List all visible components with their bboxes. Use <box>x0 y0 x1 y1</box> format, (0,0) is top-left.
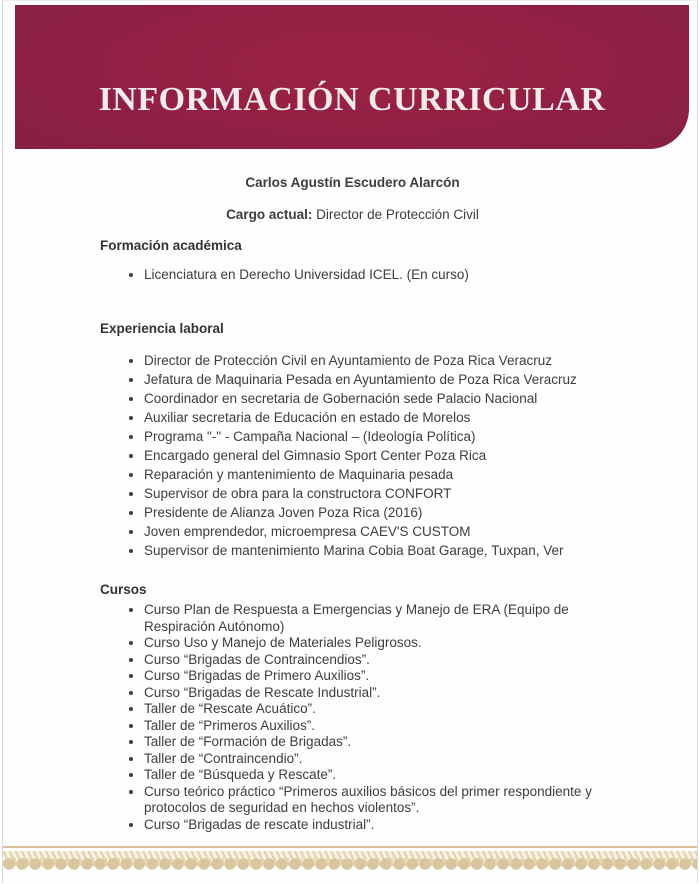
list-item: • Supervisor de mantenimiento Marina Cobia Boat Garage, Tuxpan, Ver <box>144 541 605 560</box>
list-item: • Licenciatura en Derecho Universidad ICEL. (En curso) <box>144 265 605 284</box>
section-heading: Cursos <box>100 582 147 597</box>
section-heading: Formación académica <box>100 238 242 253</box>
list-item: • Director de Protección Civil en Ayuntamiento de Poza Rica Veracruz <box>144 351 605 370</box>
list-item: • Curso “Brigadas de Contraincendios”. <box>144 652 605 669</box>
list-item: • Programa "-" - Campaña Nacional – (Ideología Política) <box>144 427 605 446</box>
list-item: • Taller de “Búsqueda y Rescate”. <box>144 767 605 784</box>
list-item: • Curso “Brigadas de rescate industrial”. <box>144 817 605 834</box>
document-section <box>100 580 605 833</box>
list-item: • Encargado general del Gimnasio Sport Center Poza Rica <box>144 446 605 465</box>
bullet-list <box>100 265 605 284</box>
list-item: • Curso “Brigadas de Primero Auxilios”. <box>144 668 605 685</box>
list-item: • Taller de “Rescate Acuático”. <box>144 701 605 718</box>
list-item: • Presidente de Alianza Joven Poza Rica (2016) <box>144 503 605 522</box>
sections-container <box>100 236 605 833</box>
list-item: • Curso teórico práctico “Primeros auxilios básicos del primer respondiente y protocolos de seguridad en hechos violentos”. <box>144 784 605 817</box>
decorative-footer-border <box>3 846 697 883</box>
list-item: • Reparación y mantenimiento de Maquinaria pesada <box>144 465 605 484</box>
current-position-value: Director de Protección Civil <box>316 207 479 222</box>
bullet-list <box>100 351 605 560</box>
header-banner <box>15 5 689 149</box>
bullet-list <box>100 602 605 833</box>
footer-top-line <box>3 846 697 848</box>
current-position-line <box>100 207 605 222</box>
document-section <box>100 319 605 560</box>
list-item: • Curso Uso y Manejo de Materiales Peligrosos. <box>144 635 605 652</box>
list-item: • Taller de “Primeros Auxilios”. <box>144 718 605 735</box>
list-item: • Taller de “Contraincendio”. <box>144 751 605 768</box>
list-item: • Curso “Brigadas de Rescate Industrial”. <box>144 685 605 702</box>
list-item: • Curso Plan de Respuesta a Emergencias y Manejo de ERA (Equipo de Respiración Autónomo) <box>144 602 605 635</box>
list-item: • Auxiliar secretaria de Educación en estado de Morelos <box>144 408 605 427</box>
list-item: • Supervisor de obra para la constructora CONFORT <box>144 484 605 503</box>
document-content <box>3 149 697 833</box>
list-item: • Coordinador en secretaria de Gobernación sede Palacio Nacional <box>144 389 605 408</box>
person-name: Carlos Agustín Escudero Alarcón <box>245 175 460 190</box>
list-item: • Taller de “Formación de Brigadas”. <box>144 734 605 751</box>
document-page <box>2 0 698 883</box>
list-item: • Joven emprendedor, microempresa CAEV'S CUSTOM <box>144 522 605 541</box>
section-heading: Experiencia laboral <box>100 321 224 336</box>
document-section <box>100 236 605 284</box>
list-item: • Jefatura de Maquinaria Pesada en Ayuntamiento de Poza Rica Veracruz <box>144 370 605 389</box>
footer-lace-pattern <box>3 851 697 877</box>
page-title: INFORMACIÓN CURRICULAR <box>98 81 606 118</box>
current-position-label: Cargo actual: <box>226 207 313 222</box>
